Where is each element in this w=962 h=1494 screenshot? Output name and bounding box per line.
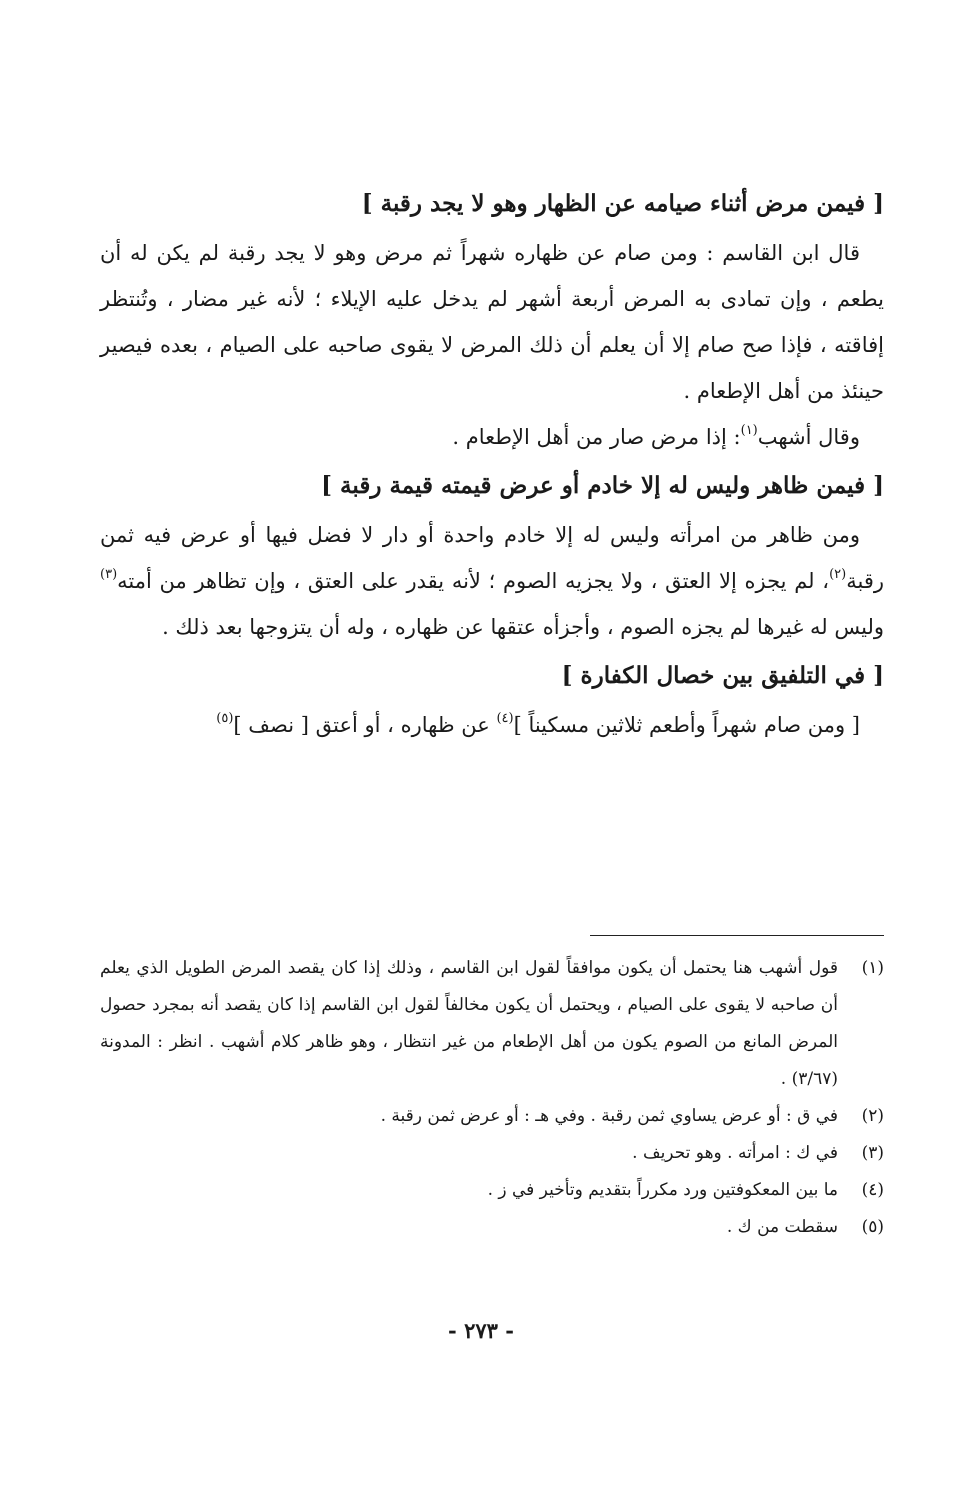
footnote-1 xyxy=(100,950,884,1098)
footnotes xyxy=(100,950,884,1246)
footnote-5 xyxy=(100,1209,884,1246)
section-heading-1: [ فيمن مرض أثناء صيامه عن الظهار وهو لا يجد رقبة ] xyxy=(361,190,884,217)
footnote-number: (١) xyxy=(861,958,884,978)
page-number: - ٢٧٣ - xyxy=(448,1318,514,1343)
footnote-number: (٥) xyxy=(861,1217,884,1237)
footnote-2 xyxy=(100,1098,884,1135)
footnote-text: ما بين المعكوفتين ورد مكرراً بتقديم وتأخير في ز . xyxy=(487,1180,838,1200)
section-heading-3: [ في التلفيق بين خصال الكفارة ] xyxy=(561,662,884,689)
footnote-number: (٢) xyxy=(861,1106,884,1126)
paragraph-2: وقال أشهب$^{(١)}$: إذا مرض صار من أهل الإطعام . xyxy=(452,423,860,449)
footnote-text: في ك : امرأته . وهو تحريف . xyxy=(632,1143,838,1163)
footnote-ref-4[interactable]: (٤) xyxy=(496,711,514,726)
footnote-4 xyxy=(100,1172,884,1209)
footnote-number: (٣) xyxy=(861,1143,884,1163)
footnote-number: (٤) xyxy=(861,1180,884,1200)
footnote-separator xyxy=(590,935,884,936)
footnote-ref-2[interactable]: (٢) xyxy=(829,567,847,582)
main-text xyxy=(100,178,884,748)
footnote-text: سقطت من ك . xyxy=(726,1217,838,1237)
paragraph-3: ومن ظاهر من امرأته وليس له إلا خادم واحدة أو دار لا فضل فيها أو عرض فيه ثمن رقبة$^{(٢)}$، لم يجزه إلا العتق ، ولا يجزيه الصوم ؛ لأنه يقدر على العتق ، وإن تظاهر من أمته$^{(٣)}$ وليس له غيرها لم يجزه الصوم ، وأجزأه عتقها عن ظهاره ، وله أن يتزوجها بعد ذلك . xyxy=(100,523,884,639)
footnote-3 xyxy=(100,1135,884,1172)
footnote-text: قول أشهب هنا يحتمل أن يكون موافقاً لقول ابن القاسم ، وذلك إذا كان يقصد المرض الطويل الذي يعلم أن صاحبه لا يقوى على الصيام ، ويحتمل أن يكون مخالفاً لقول ابن القاسم إذا كان يقصد أنه بمجرد حصول المرض المانع من الصوم يكون من أهل الإطعام من غير انتظار ، وهو ظاهر كلام أشهب . انظر : المدونة (٣/٦٧) . xyxy=(100,958,838,1089)
footnote-ref-5[interactable]: (٥) xyxy=(216,711,234,726)
section-heading-2: [ فيمن ظاهر وليس له إلا خادم أو عرض قيمته قيمة رقبة ] xyxy=(321,472,884,499)
footnote-ref-1[interactable]: (١) xyxy=(740,423,758,438)
footnote-text: في ق : أو عرض يساوي ثمن رقبة . وفي هـ : أو عرض ثمن رقبة . xyxy=(380,1106,838,1126)
footnote-ref-3[interactable]: (٣) xyxy=(100,567,118,582)
paragraph-1: قال ابن القاسم : ومن صام عن ظهاره شهراً ثم مرض وهو لا يجد رقبة لم يكن له أن يطعم ، وإن تمادى به المرض أربعة أشهر لم يدخل عليه الإيلاء ؛ لأنه غير مضار ، وتُنتظر إفاقته ، فإذا صح صام إلا أن يعلم أن ذلك المرض لا يقوى صاحبه على الصيام ، بعده فيصير حينئذ من أهل الإطعام . xyxy=(100,241,884,403)
paragraph-4: [ ومن صام شهراً وأطعم ثلاثين مسكيناً ]$^{(٤)}$ عن ظهاره ، أو أعتق [ نصف ]$^{(٥)}$ xyxy=(216,711,860,737)
